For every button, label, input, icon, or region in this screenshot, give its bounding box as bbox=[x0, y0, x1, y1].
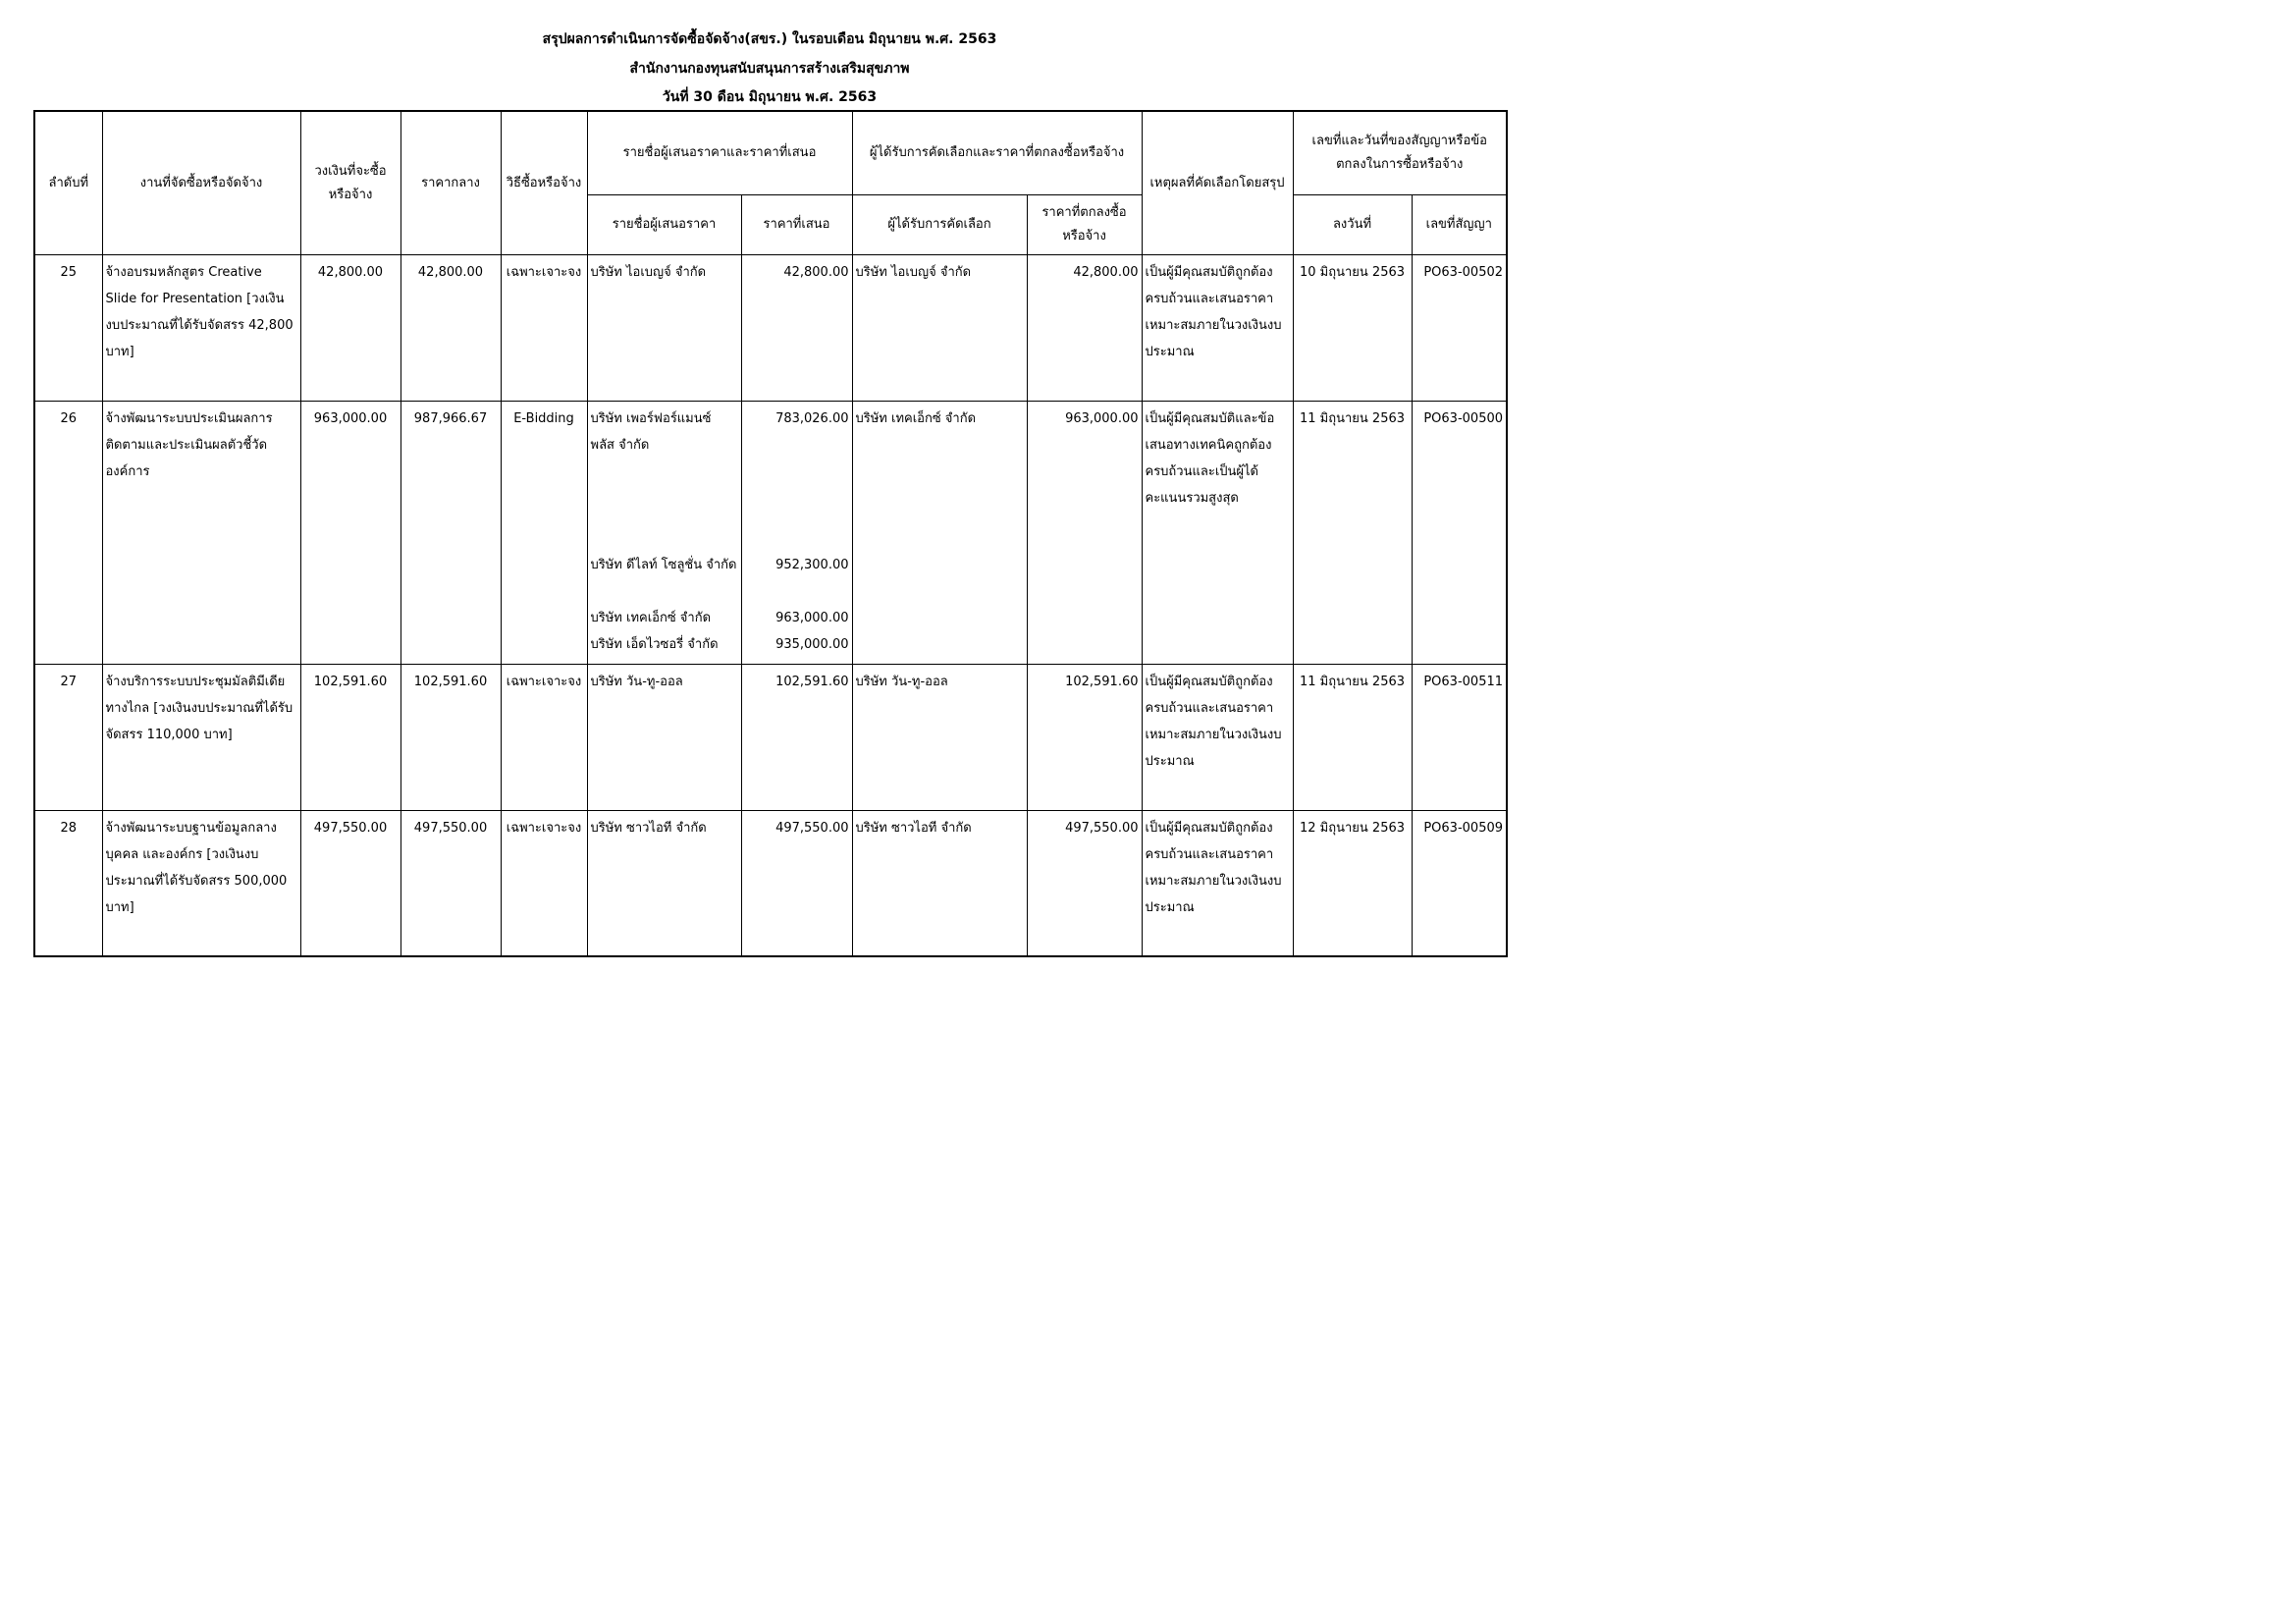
header-budget: วงเงินที่จะซื้อหรือจ้าง bbox=[300, 111, 400, 255]
row-winner: บริษัท ซาวไอที จำกัด bbox=[855, 821, 972, 836]
table-row bbox=[34, 665, 1507, 811]
row-work: จ้างพัฒนาระบบฐานข้อมูลกลางบุคคล และองค์กร [วงเงินงบประมาณที่ได้รับจัดสรร 500,000 บาท] bbox=[105, 821, 288, 915]
bidder-name: บริษัท เพอร์ฟอร์แมนซ์ พลัส จำกัด bbox=[590, 411, 712, 453]
row-median-price: 497,550.00 bbox=[413, 821, 488, 836]
row-agreed-price: 497,550.00 bbox=[1065, 821, 1139, 836]
row-contract-date: 10 มิถุนายน 2563 bbox=[1299, 265, 1406, 280]
header-work: งานที่จัดซื้อหรือจัดจ้าง bbox=[102, 111, 300, 255]
header-agreed-price: ราคาที่ตกลงซื้อหรือจ้าง bbox=[1027, 195, 1142, 255]
row-winner: บริษัท วัน-ทู-ออล bbox=[855, 675, 948, 689]
header-contract-date: ลงวันที่ bbox=[1293, 195, 1412, 255]
bidder-name: บริษัท วัน-ทู-ออล bbox=[590, 675, 683, 689]
header-median-price: ราคากลาง bbox=[400, 111, 501, 255]
bid-price: 102,591.60 bbox=[775, 675, 849, 689]
row-agreed-price: 42,800.00 bbox=[1073, 265, 1139, 280]
row-reason: เป็นผู้มีคุณสมบัติและข้อเสนอทางเทคนิคถูกต้องครบถ้วนและเป็นผู้ได้คะแนนรวมสูงสุด bbox=[1145, 411, 1275, 506]
bidder-name: บริษัท เทคเอ็กซ์ จำกัด bbox=[590, 611, 712, 625]
row-agreed-price: 102,591.60 bbox=[1065, 675, 1139, 689]
report-date: วันที่ 30 ดือน มิถุนายน พ.ศ. 2563 bbox=[662, 89, 878, 105]
table-row bbox=[34, 811, 1507, 956]
row-method: เฉพาะเจาะจง bbox=[506, 265, 582, 280]
header-method: วิธีซื้อหรือจ้าง bbox=[501, 111, 587, 255]
row-winner: บริษัท เทคเอ็กซ์ จำกัด bbox=[855, 411, 977, 426]
row-reason: เป็นผู้มีคุณสมบัติถูกต้องครบถ้วนและเสนอราคาเหมาะสมภายในวงเงินงบประมาณ bbox=[1145, 675, 1282, 769]
bid-price: 42,800.00 bbox=[783, 265, 849, 280]
bid-price: 963,000.00 bbox=[775, 611, 849, 625]
row-winner: บริษัท ไอเบญจ์ จำกัด bbox=[855, 265, 972, 280]
table-row bbox=[34, 402, 1507, 665]
row-seq: 27 bbox=[60, 675, 78, 689]
row-budget: 42,800.00 bbox=[317, 265, 384, 280]
row-budget: 963,000.00 bbox=[313, 411, 388, 426]
row-contract-no: PO63-00511 bbox=[1423, 675, 1504, 689]
organization-name: สำนักงานกองทุนสนับสนุนการสร้างเสริมสุขภาพ bbox=[629, 61, 910, 77]
row-budget: 102,591.60 bbox=[313, 675, 388, 689]
row-contract-date: 11 มิถุนายน 2563 bbox=[1299, 411, 1406, 426]
row-method: เฉพาะเจาะจง bbox=[506, 821, 582, 836]
bidder-name: บริษัท ดีไลท์ โซลูชั่น จำกัด bbox=[590, 558, 737, 572]
header-contract-group: เลขที่และวันที่ของสัญญาหรือข้อตกลงในการซื้อหรือจ้าง bbox=[1293, 111, 1507, 195]
bid-price: 783,026.00 bbox=[775, 411, 849, 426]
row-work: จ้างพัฒนาระบบประเมินผลการติดตามและประเมินผลตัวชี้วัดองค์การ bbox=[105, 411, 273, 479]
row-median-price: 42,800.00 bbox=[417, 265, 484, 280]
row-seq: 28 bbox=[60, 821, 78, 836]
row-budget: 497,550.00 bbox=[313, 821, 388, 836]
row-seq: 25 bbox=[60, 265, 78, 280]
bidder-name: บริษัท เอ็ดไวซอรี่ จำกัด bbox=[590, 637, 719, 652]
row-seq: 26 bbox=[60, 411, 78, 426]
row-reason: เป็นผู้มีคุณสมบัติถูกต้องครบถ้วนและเสนอราคาเหมาะสมภายในวงเงินงบประมาณ bbox=[1145, 265, 1282, 359]
row-work: จ้างอบรมหลักสูตร Creative Slide for Presentation [วงเงินงบประมาณที่ได้รับจัดสรร 42,800 บาท] bbox=[105, 265, 294, 359]
row-method: E-Bidding bbox=[513, 411, 574, 426]
bidder-name: บริษัท ซาวไอที จำกัด bbox=[590, 821, 707, 836]
row-contract-no: PO63-00509 bbox=[1423, 821, 1504, 836]
header-bidder-name: รายชื่อผู้เสนอราคา bbox=[587, 195, 741, 255]
bid-price: 952,300.00 bbox=[775, 558, 849, 572]
row-work: จ้างบริการระบบประชุมมัลติมีเดียทางไกล [วงเงินงบประมาณที่ได้รับจัดสรร 110,000 บาท] bbox=[105, 675, 294, 742]
row-median-price: 987,966.67 bbox=[413, 411, 488, 426]
procurement-table bbox=[33, 110, 1508, 957]
row-reason: เป็นผู้มีคุณสมบัติถูกต้องครบถ้วนและเสนอราคาเหมาะสมภายในวงเงินงบประมาณ bbox=[1145, 821, 1282, 915]
bid-price: 935,000.00 bbox=[775, 637, 849, 652]
header-bid-price: ราคาที่เสนอ bbox=[741, 195, 852, 255]
row-method: เฉพาะเจาะจง bbox=[506, 675, 582, 689]
row-median-price: 102,591.60 bbox=[413, 675, 488, 689]
document-title: สรุปผลการดำเนินการจัดซื้อจัดจ้าง(สขร.) ในรอบเดือน มิถุนายน พ.ศ. 2563 bbox=[542, 31, 997, 47]
table-row bbox=[34, 255, 1507, 402]
header-winner-name: ผู้ได้รับการคัดเลือก bbox=[852, 195, 1027, 255]
row-contract-date: 12 มิถุนายน 2563 bbox=[1299, 821, 1406, 836]
bidder-name: บริษัท ไอเบญจ์ จำกัด bbox=[590, 265, 707, 280]
row-agreed-price: 963,000.00 bbox=[1065, 411, 1139, 426]
header-contract-no: เลขที่สัญญา bbox=[1412, 195, 1507, 255]
row-contract-date: 11 มิถุนายน 2563 bbox=[1299, 675, 1406, 689]
header-bidders-group: รายชื่อผู้เสนอราคาและราคาที่เสนอ bbox=[587, 111, 852, 195]
row-contract-no: PO63-00502 bbox=[1423, 265, 1504, 280]
row-contract-no: PO63-00500 bbox=[1423, 411, 1504, 426]
header-seq: ลำดับที่ bbox=[34, 111, 102, 255]
bid-price: 497,550.00 bbox=[775, 821, 849, 836]
header-reason: เหตุผลที่คัดเลือกโดยสรุป bbox=[1142, 111, 1293, 255]
header-winner-group: ผู้ได้รับการคัดเลือกและราคาที่ตกลงซื้อหรือจ้าง bbox=[852, 111, 1142, 195]
